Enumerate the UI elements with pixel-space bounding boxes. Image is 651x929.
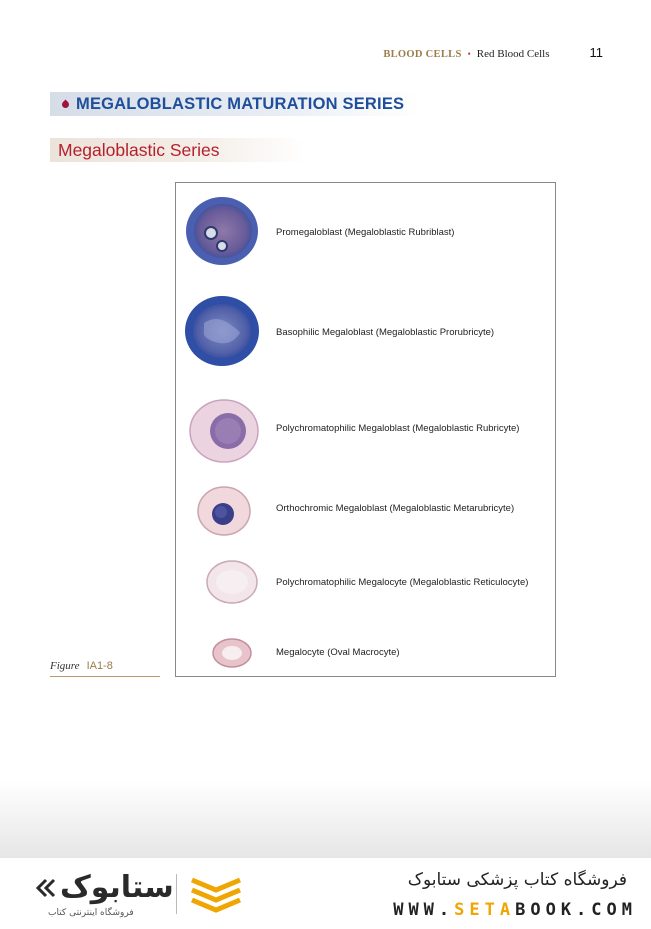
running-head-bullet: •: [467, 49, 471, 59]
cell-label-polychromatophilic-megalocyte: Polychromatophilic Megalocyte (Megaloblastic Reticulocyte): [276, 577, 529, 588]
cell-row-polychromatophilic-megalocyte: [176, 555, 557, 635]
basophilic-megaloblast-cell-image: [182, 293, 262, 369]
book-stack-logo-icon: [186, 874, 246, 914]
section-title: MEGALOBLASTIC MATURATION SERIES: [76, 94, 405, 113]
cell-label-polychromatophilic-megaloblast: Polychromatophilic Megaloblast (Megaloblastic Rubricyte): [276, 423, 520, 434]
logo-tagline: فروشگاه اینترنتی کتاب: [48, 908, 134, 918]
cell-row-promegaloblast: [176, 191, 557, 271]
running-head: [383, 45, 603, 60]
footer-fade: [0, 780, 651, 858]
orthochromic-megaloblast-cell-image: [194, 483, 254, 539]
cell-row-megalocyte: [176, 631, 557, 711]
cell-label-promegaloblast: Promegaloblast (Megaloblastic Rubriblast): [276, 227, 455, 238]
store-url-highlight: SETA: [454, 900, 516, 920]
store-url-suffix: BOOK.COM: [515, 900, 637, 920]
polychromatophilic-megalocyte-cell-image: [204, 557, 260, 607]
blood-drop-icon: [61, 99, 71, 109]
cell-label-basophilic-megaloblast: Basophilic Megaloblast (Megaloblastic Prorubricyte): [276, 327, 495, 338]
polychromatophilic-megaloblast-cell-image: [186, 395, 262, 467]
cell-label-megalocyte: Megalocyte (Oval Macrocyte): [276, 647, 400, 658]
sub-heading-title: Megaloblastic Series: [58, 139, 220, 160]
cell-label-orthochromic-megaloblast: Orthochromic Megaloblast (Megaloblastic Metarubricyte): [276, 503, 515, 514]
store-url-prefix: WWW.: [393, 900, 455, 920]
section-heading: [50, 92, 420, 116]
figure-caption-number: IA1-8: [86, 660, 113, 672]
publisher-footer: [0, 858, 651, 929]
page-number: 11: [589, 45, 603, 60]
store-name: فروشگاه کتاب پزشکی ستابوک: [407, 870, 627, 890]
figure-caption-word: Figure: [50, 660, 80, 672]
logo-wordmark: ستابوک: [60, 870, 174, 905]
store-url: [393, 900, 637, 920]
running-head-subsection: Red Blood Cells: [476, 48, 550, 60]
sub-heading: [50, 138, 305, 162]
cell-row-polychromatophilic-megaloblast: [176, 391, 557, 471]
double-chevron-icon: [34, 878, 58, 898]
figure-caption: [50, 660, 160, 677]
cell-row-basophilic-megaloblast: [176, 291, 557, 371]
cell-row-orthochromic-megaloblast: [176, 479, 557, 559]
megalocyte-cell-image: [210, 635, 254, 671]
promegaloblast-cell-image: [182, 193, 262, 269]
figure-panel: [175, 182, 556, 677]
logo-divider: [176, 874, 177, 914]
running-head-section: BLOOD CELLS: [383, 49, 462, 60]
